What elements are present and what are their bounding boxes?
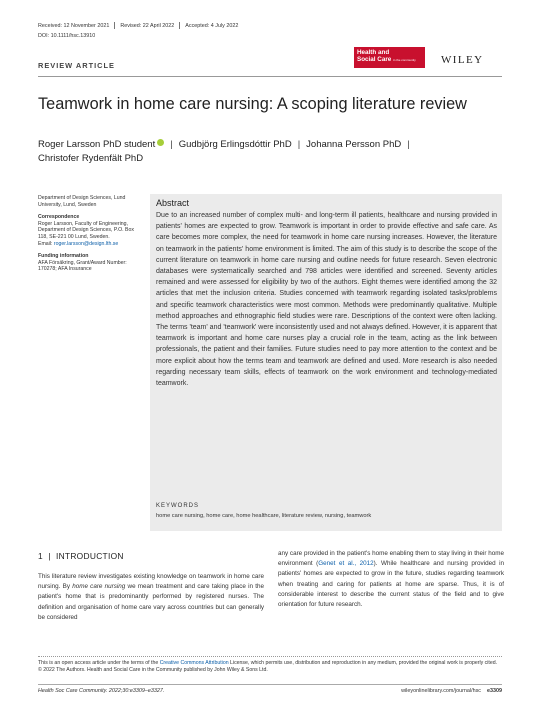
journal-url-link[interactable]: wileyonlinelibrary.com/journal/hsc (401, 688, 481, 694)
author-name[interactable]: Christofer Rydenfält PhD (38, 153, 144, 164)
article-dates (38, 22, 238, 29)
department: Department of Design Sciences, Lund University, Lund, Sweden (38, 195, 126, 208)
journal-logo-line2: Social Care in the community (357, 56, 416, 63)
license-link[interactable]: Creative Commons Attribution (159, 660, 229, 666)
correspondence-text: Roger Larsson, Faculty of Engineering, Department of Design Sciences, P.O. Box 118, SE-221 00 Lund, Sweden. (38, 220, 134, 240)
license-notice: This is an open access article under the terms of the Creative Commons Attribution License, which permits use, distribution and reproduction in any medium, provided the original work is properly cited. © 2022 The Authors. Health and Social Care in the Community published by John Wiley & Sons Ltd. (38, 660, 502, 673)
body-column-left: This literature review investigates existing knowledge on teamwork in home care nursing. By home care nursing we mean treatment and care taking place in the patient's home that is predominantly performed by registered nurses. The definition and organisation of home care vary across countries but can generally be considered (38, 573, 264, 621)
funding-heading: Funding information (38, 253, 89, 260)
author-separator: | (170, 139, 173, 150)
page-number: e3309 (487, 688, 502, 694)
citation-link[interactable]: Genet et al., 2012 (318, 560, 374, 568)
author-separator: | (297, 139, 301, 150)
footer-right (380, 688, 502, 694)
received-date: Received: 12 November 2021 (38, 22, 110, 29)
journal-logo-line1: Health and (357, 49, 390, 56)
author-name[interactable]: Roger Larsson PhD student (38, 139, 156, 150)
affiliation-sidebar (38, 195, 138, 273)
abstract-text: Due to an increased number of complex multi- and long-term ill patients, healthcare and nursing provided in patients' homes are expected to grow. Teamwork is important in order to provide effective and safe care. As care becomes more complex, the need for teamwork in home care nursing increases. However, the literature on teamwork in the patients' home environment is limited. The aim of this study is to describe the scope of the current literature on teamwork in home care nursing and outline needs for future research. Seven electronic databases were systematically searched and 798 articles were identified and screened. Seventy articles remained and were assessed for eligibility by two of the authors. Eight themes were identified among the 32 articles that met the inclusion criteria. Studies concerned with teamwork regarding isolated tasks/problems and specific teamwork characteristics were most common. Methods were predominantly qualitative. Multiple method approaches and ethnographic field studies were rare. Descriptions of the context were often lacking. The terms 'team' and 'teamwork' were inconsistently used and not always defined. However, it is apparent that teamwork is important and home care nurses play a crucial role in the team, acting as the link between professionals, the patient and their families. Future studies need to pay more attention to the context and be more explicit about how the terms team and teamwork are defined and used. More research is also needed regarding necessary team skills, effects of teamwork on the work environment and technology-mediated teamwork. (156, 212, 497, 388)
section-heading-introduction: 1 | INTRODUCTION (38, 551, 124, 561)
email-line (38, 241, 138, 248)
revised-date: Revised: 22 April 2022 (120, 22, 175, 29)
keywords-list: home care nursing, home care, home healthcare, literature review, nursing, teamwork (156, 513, 372, 519)
accepted-date: Accepted: 4 July 2022 (185, 22, 239, 29)
abstract-heading: Abstract (156, 198, 190, 208)
email-label: Email: (38, 240, 53, 247)
header-divider (38, 76, 502, 77)
date-separator (179, 22, 180, 29)
emphasis-term: home care nursing (72, 583, 126, 591)
publisher-logo: WILEY (441, 54, 484, 66)
article-title: Teamwork in home care nursing: A scoping literature review (38, 95, 467, 113)
journal-logo (354, 47, 425, 68)
copyright-line: © 2022 The Authors. Health and Social Care in the Community published by John Wiley & Sons Ltd. (38, 666, 268, 673)
email-link[interactable]: roger.larsson@design.lth.se (53, 240, 119, 247)
article-type-label: REVIEW ARTICLE (38, 61, 115, 70)
author-name[interactable]: Johanna Persson PhD (306, 139, 402, 150)
license-divider (38, 656, 502, 657)
footer-citation: Health Soc Care Community. 2022;30:e3309–e3327. (38, 688, 165, 694)
correspondence-heading: Correspondence (38, 214, 80, 221)
journal-logo-small: in the community (393, 58, 416, 62)
body-column-right: any care provided in the patient's home enabling them to stay living in their home environment (Genet et al., 2012). While healthcare and nursing provided in patients' homes are expected to grow in the future, studies regarding teamwork when treating and caring for patients at home are sparse. Thus, it is of considerable interest to describe the current status of the field and to give orientation for future research. (278, 550, 505, 609)
date-separator (114, 22, 115, 29)
keywords-heading: KEYWORDS (156, 503, 200, 509)
footer-divider (38, 684, 502, 685)
doi[interactable]: DOI: 10.1111/hsc.13910 (38, 33, 96, 39)
author-list (38, 138, 508, 166)
author-separator: | (407, 139, 410, 150)
funding-text: AFA Försäkring, Grant/Award Number: 170278; AFA Insurance (38, 259, 127, 273)
orcid-icon[interactable] (157, 139, 164, 146)
author-name[interactable]: Gudbjörg Erlingsdóttir PhD (178, 139, 292, 150)
